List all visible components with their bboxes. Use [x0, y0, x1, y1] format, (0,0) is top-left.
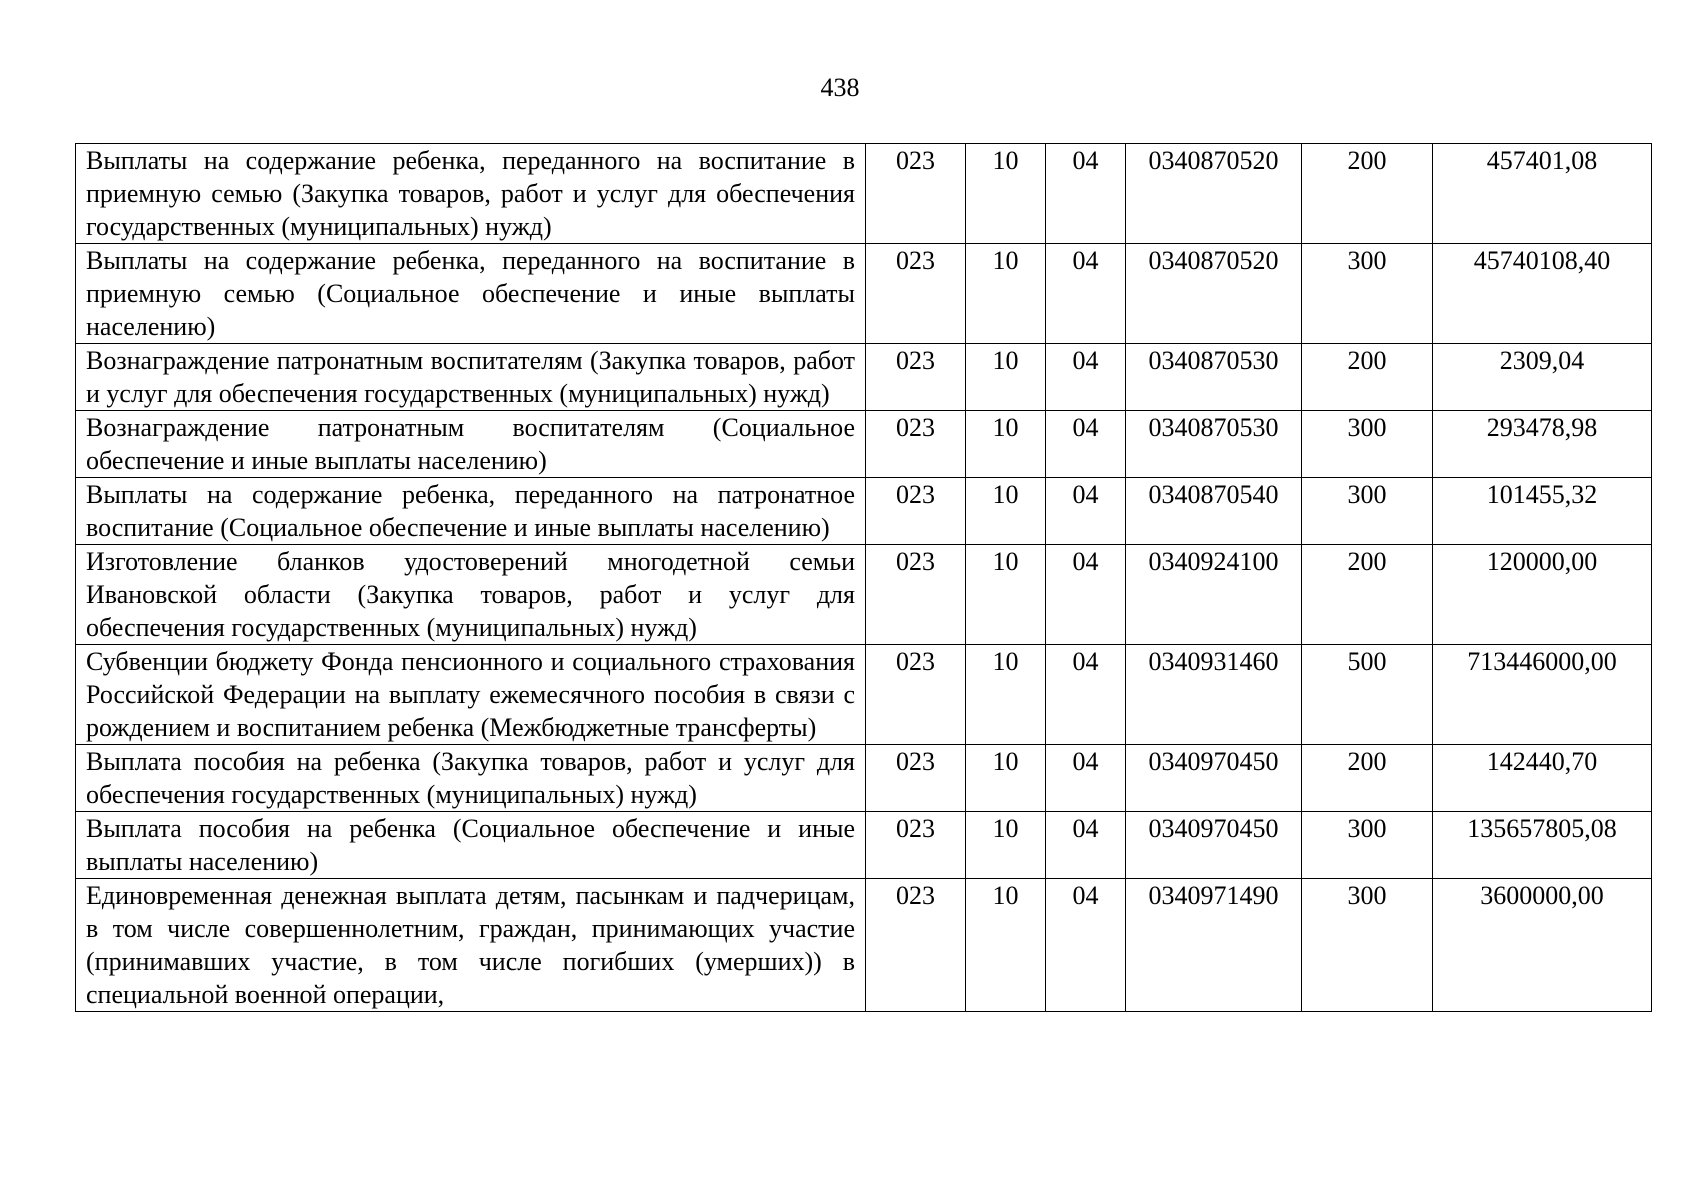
target-article-code: 0340970450 — [1126, 812, 1302, 879]
budget-table-body — [76, 144, 1652, 1012]
ministry-code: 023 — [866, 812, 966, 879]
section-code: 10 — [966, 144, 1046, 244]
subsection-code: 04 — [1046, 244, 1126, 344]
section-code: 10 — [966, 411, 1046, 478]
subsection-code: 04 — [1046, 545, 1126, 645]
row-description: Субвенции бюджету Фонда пенсионного и социального страхования Российской Федерации на выплату ежемесячного пособия в связи с рождением и воспитанием ребенка (Межбюджетные трансферты) — [76, 645, 866, 745]
expense-type-code: 300 — [1302, 244, 1433, 344]
row-description: Выплата пособия на ребенка (Закупка товаров, работ и услуг для обеспечения государственных (муниципальных) нужд) — [76, 745, 866, 812]
section-code: 10 — [966, 879, 1046, 1012]
table-row — [76, 411, 1652, 478]
table-row — [76, 545, 1652, 645]
expense-type-code: 300 — [1302, 879, 1433, 1012]
ministry-code: 023 — [866, 344, 966, 411]
table-row — [76, 645, 1652, 745]
expense-type-code: 200 — [1302, 344, 1433, 411]
target-article-code: 0340870520 — [1126, 244, 1302, 344]
amount-value: 293478,98 — [1433, 411, 1652, 478]
subsection-code: 04 — [1046, 812, 1126, 879]
amount-value: 457401,08 — [1433, 144, 1652, 244]
table-row — [76, 244, 1652, 344]
amount-value: 3600000,00 — [1433, 879, 1652, 1012]
table-row — [76, 879, 1652, 1012]
budget-table — [75, 143, 1652, 1012]
section-code: 10 — [966, 745, 1046, 812]
subsection-code: 04 — [1046, 745, 1126, 812]
expense-type-code: 300 — [1302, 411, 1433, 478]
ministry-code: 023 — [866, 411, 966, 478]
ministry-code: 023 — [866, 478, 966, 545]
expense-type-code: 200 — [1302, 745, 1433, 812]
ministry-code: 023 — [866, 144, 966, 244]
amount-value: 2309,04 — [1433, 344, 1652, 411]
expense-type-code: 300 — [1302, 478, 1433, 545]
expense-type-code: 200 — [1302, 545, 1433, 645]
amount-value: 135657805,08 — [1433, 812, 1652, 879]
expense-type-code: 500 — [1302, 645, 1433, 745]
subsection-code: 04 — [1046, 344, 1126, 411]
table-row — [76, 812, 1652, 879]
target-article-code: 0340971490 — [1126, 879, 1302, 1012]
subsection-code: 04 — [1046, 478, 1126, 545]
row-description: Выплаты на содержание ребенка, переданного на патронатное воспитание (Социальное обеспечение и иные выплаты населению) — [76, 478, 866, 545]
ministry-code: 023 — [866, 645, 966, 745]
table-row — [76, 344, 1652, 411]
section-code: 10 — [966, 478, 1046, 545]
subsection-code: 04 — [1046, 144, 1126, 244]
expense-type-code: 200 — [1302, 144, 1433, 244]
subsection-code: 04 — [1046, 411, 1126, 478]
row-description: Изготовление бланков удостоверений многодетной семьи Ивановской области (Закупка товаров, работ и услуг для обеспечения государственных (муниципальных) нужд) — [76, 545, 866, 645]
target-article-code: 0340870530 — [1126, 344, 1302, 411]
target-article-code: 0340931460 — [1126, 645, 1302, 745]
target-article-code: 0340924100 — [1126, 545, 1302, 645]
target-article-code: 0340970450 — [1126, 745, 1302, 812]
section-code: 10 — [966, 244, 1046, 344]
amount-value: 101455,32 — [1433, 478, 1652, 545]
ministry-code: 023 — [866, 745, 966, 812]
ministry-code: 023 — [866, 244, 966, 344]
amount-value: 713446000,00 — [1433, 645, 1652, 745]
target-article-code: 0340870540 — [1126, 478, 1302, 545]
section-code: 10 — [966, 645, 1046, 745]
amount-value: 142440,70 — [1433, 745, 1652, 812]
row-description: Вознаграждение патронатным воспитателям (Закупка товаров, работ и услуг для обеспечения государственных (муниципальных) нужд) — [76, 344, 866, 411]
ministry-code: 023 — [866, 545, 966, 645]
section-code: 10 — [966, 812, 1046, 879]
amount-value: 120000,00 — [1433, 545, 1652, 645]
row-description: Выплаты на содержание ребенка, переданного на воспитание в приемную семью (Закупка товаров, работ и услуг для обеспечения государственных (муниципальных) нужд) — [76, 144, 866, 244]
section-code: 10 — [966, 344, 1046, 411]
amount-value: 45740108,40 — [1433, 244, 1652, 344]
subsection-code: 04 — [1046, 645, 1126, 745]
page-number: 438 — [820, 73, 860, 102]
row-description: Единовременная денежная выплата детям, пасынкам и падчерицам, в том числе совершеннолетним, граждан, принимающих участие (принимавших участие, в том числе погибших (умерших)) в специальной военной операции, — [76, 879, 866, 1012]
section-code: 10 — [966, 545, 1046, 645]
expense-type-code: 300 — [1302, 812, 1433, 879]
table-row — [76, 478, 1652, 545]
row-description: Выплаты на содержание ребенка, переданного на воспитание в приемную семью (Социальное обеспечение и иные выплаты населению) — [76, 244, 866, 344]
ministry-code: 023 — [866, 879, 966, 1012]
target-article-code: 0340870530 — [1126, 411, 1302, 478]
target-article-code: 0340870520 — [1126, 144, 1302, 244]
row-description: Вознаграждение патронатным воспитателям (Социальное обеспечение и иные выплаты населению) — [76, 411, 866, 478]
table-row — [76, 745, 1652, 812]
table-row — [76, 144, 1652, 244]
row-description: Выплата пособия на ребенка (Социальное обеспечение и иные выплаты населению) — [76, 812, 866, 879]
subsection-code: 04 — [1046, 879, 1126, 1012]
